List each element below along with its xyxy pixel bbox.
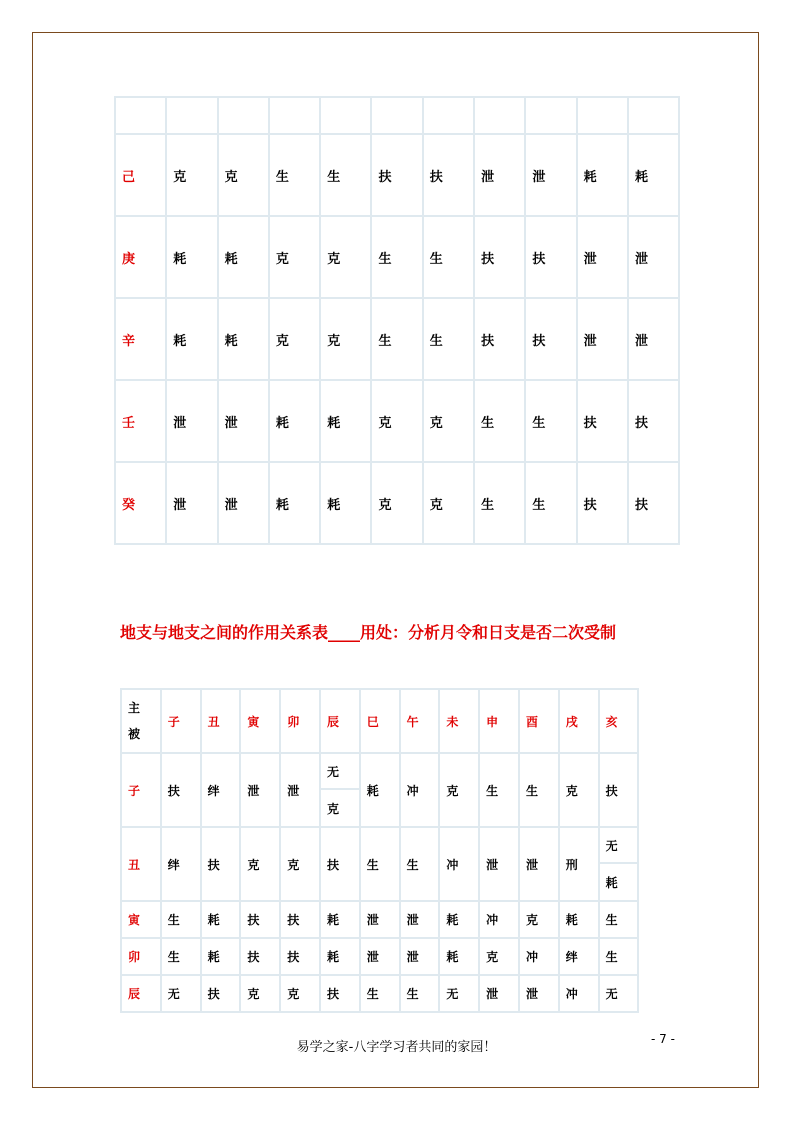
table-row	[115, 298, 679, 380]
section-title: 地支与地支之间的作用关系表____用处：分析月令和日支是否二次受制	[120, 623, 617, 642]
table-cell: 克	[166, 134, 217, 216]
table-cell: 生	[161, 901, 201, 938]
row-label: 壬	[115, 380, 166, 462]
row-label: 辛	[115, 298, 166, 380]
row-label: 丑	[121, 827, 161, 901]
table-cell: 泄	[519, 975, 559, 1012]
table-cell: 扶	[474, 216, 525, 298]
table-row	[115, 462, 679, 544]
table-cell: 耗	[269, 462, 320, 544]
table-cell: 克	[269, 298, 320, 380]
header-cell: 未	[439, 689, 479, 753]
table-cell: 扶	[371, 134, 422, 216]
table-cell: 生	[423, 298, 474, 380]
split-cell: 无 耗	[599, 827, 639, 901]
table-cell: 克	[423, 462, 474, 544]
table-cell: 耗	[218, 216, 269, 298]
table-cell: 无	[161, 975, 201, 1012]
table-cell: 克	[269, 216, 320, 298]
header-cell: 丑	[201, 689, 241, 753]
header-cell: 巳	[360, 689, 400, 753]
table-cell: 生	[320, 134, 371, 216]
table-cell: 耗	[320, 462, 371, 544]
table-cell: 生	[400, 975, 440, 1012]
table-cell: 耗	[320, 938, 360, 975]
table-cell: 无	[599, 975, 639, 1012]
table-cell: 扶	[423, 134, 474, 216]
header-cell: 戌	[559, 689, 599, 753]
stem-relation-table	[114, 96, 680, 545]
table-row	[115, 97, 679, 134]
table-cell: 耗	[439, 901, 479, 938]
table-cell: 克	[423, 380, 474, 462]
table-cell: 生	[269, 134, 320, 216]
table-cell: 生	[599, 938, 639, 975]
table-row	[121, 975, 638, 1012]
table-cell: 泄	[360, 938, 400, 975]
table-cell: 克	[320, 216, 371, 298]
header-cell: 亥	[599, 689, 639, 753]
split-cell: 无 克	[320, 753, 360, 827]
table-cell: 生	[423, 216, 474, 298]
table-cell: 耗	[439, 938, 479, 975]
table-cell: 扶	[474, 298, 525, 380]
table-cell: 耗	[166, 298, 217, 380]
header-cell: 辰	[320, 689, 360, 753]
table-cell: 克	[371, 462, 422, 544]
table-cell: 扶	[628, 462, 679, 544]
table-cell: 泄	[166, 462, 217, 544]
footer-text: 易学之家-八字学习者共同的家园！	[296, 1040, 497, 1055]
table-cell: 克	[280, 975, 320, 1012]
table-cell: 冲	[559, 975, 599, 1012]
table-cell: 生	[371, 216, 422, 298]
table-cell: 耗	[269, 380, 320, 462]
header-cell: 子	[161, 689, 201, 753]
table-cell: 耗	[218, 298, 269, 380]
table-cell: 泄	[577, 216, 628, 298]
table-cell: 生	[474, 462, 525, 544]
table-row	[115, 216, 679, 298]
table-cell: 扶	[240, 938, 280, 975]
table-row	[115, 134, 679, 216]
row-label: 卯	[121, 938, 161, 975]
table-cell: 扶	[577, 462, 628, 544]
table-cell: 扶	[525, 298, 576, 380]
table-cell: 泄	[166, 380, 217, 462]
table-cell: 泄	[628, 216, 679, 298]
table-cell: 克	[218, 134, 269, 216]
row-label: 辰	[121, 975, 161, 1012]
table-cell: 克	[479, 938, 519, 975]
page-number: - 7 -	[651, 1032, 675, 1046]
table-cell: 生	[371, 298, 422, 380]
header-cell: 酉	[519, 689, 559, 753]
header-cell: 卯	[280, 689, 320, 753]
table-row	[121, 901, 638, 938]
table-cell: 克	[371, 380, 422, 462]
table-cell: 克	[240, 975, 280, 1012]
branch-relation-table	[120, 688, 639, 1013]
table-cell: 绊	[559, 938, 599, 975]
table-cell: 泄	[479, 975, 519, 1012]
header-cell: 午	[400, 689, 440, 753]
table-cell: 扶	[280, 938, 320, 975]
corner-cell: 主 被	[121, 689, 161, 753]
table-row-zi: 子 扶 绊 泄 泄 无 克 耗 冲 克 生 生 克 扶	[121, 753, 638, 827]
table-cell: 耗	[320, 380, 371, 462]
table-cell: 生	[360, 975, 400, 1012]
table-cell: 扶	[240, 901, 280, 938]
table-cell: 泄	[218, 462, 269, 544]
table-cell: 泄	[218, 380, 269, 462]
table-cell: 泄	[400, 938, 440, 975]
table-cell: 生	[474, 380, 525, 462]
table-cell: 扶	[628, 380, 679, 462]
table-cell: 扶	[577, 380, 628, 462]
table-cell: 泄	[628, 298, 679, 380]
table-header-row	[121, 689, 638, 753]
table-cell: 生	[525, 462, 576, 544]
table-cell: 生	[161, 938, 201, 975]
table-row	[115, 380, 679, 462]
table-cell: 耗	[166, 216, 217, 298]
table-cell: 冲	[519, 938, 559, 975]
table-cell: 耗	[559, 901, 599, 938]
table-cell: 克	[320, 298, 371, 380]
table-cell: 扶	[525, 216, 576, 298]
table-cell: 泄	[474, 134, 525, 216]
table-cell: 泄	[577, 298, 628, 380]
table-cell: 生	[599, 901, 639, 938]
row-label: 庚	[115, 216, 166, 298]
table-cell: 泄	[360, 901, 400, 938]
table-cell: 耗	[320, 901, 360, 938]
table-cell: 耗	[577, 134, 628, 216]
table-cell: 克	[519, 901, 559, 938]
table-cell: 耗	[201, 901, 241, 938]
table-cell: 扶	[201, 975, 241, 1012]
table-cell: 冲	[479, 901, 519, 938]
row-label: 寅	[121, 901, 161, 938]
table-row-chou: 丑 绊 扶 克 克 扶 生 生 冲 泄 泄 刑 无 耗	[121, 827, 638, 901]
row-label: 子	[121, 753, 161, 827]
table-row	[121, 938, 638, 975]
table-cell: 泄	[525, 134, 576, 216]
table-cell: 无	[439, 975, 479, 1012]
table-cell: 扶	[320, 975, 360, 1012]
header-cell: 寅	[240, 689, 280, 753]
row-label: 癸	[115, 462, 166, 544]
table-cell: 耗	[628, 134, 679, 216]
header-cell: 申	[479, 689, 519, 753]
table-cell: 泄	[400, 901, 440, 938]
row-label: 己	[115, 134, 166, 216]
table-cell: 生	[525, 380, 576, 462]
table-cell: 扶	[280, 901, 320, 938]
table-cell: 耗	[201, 938, 241, 975]
